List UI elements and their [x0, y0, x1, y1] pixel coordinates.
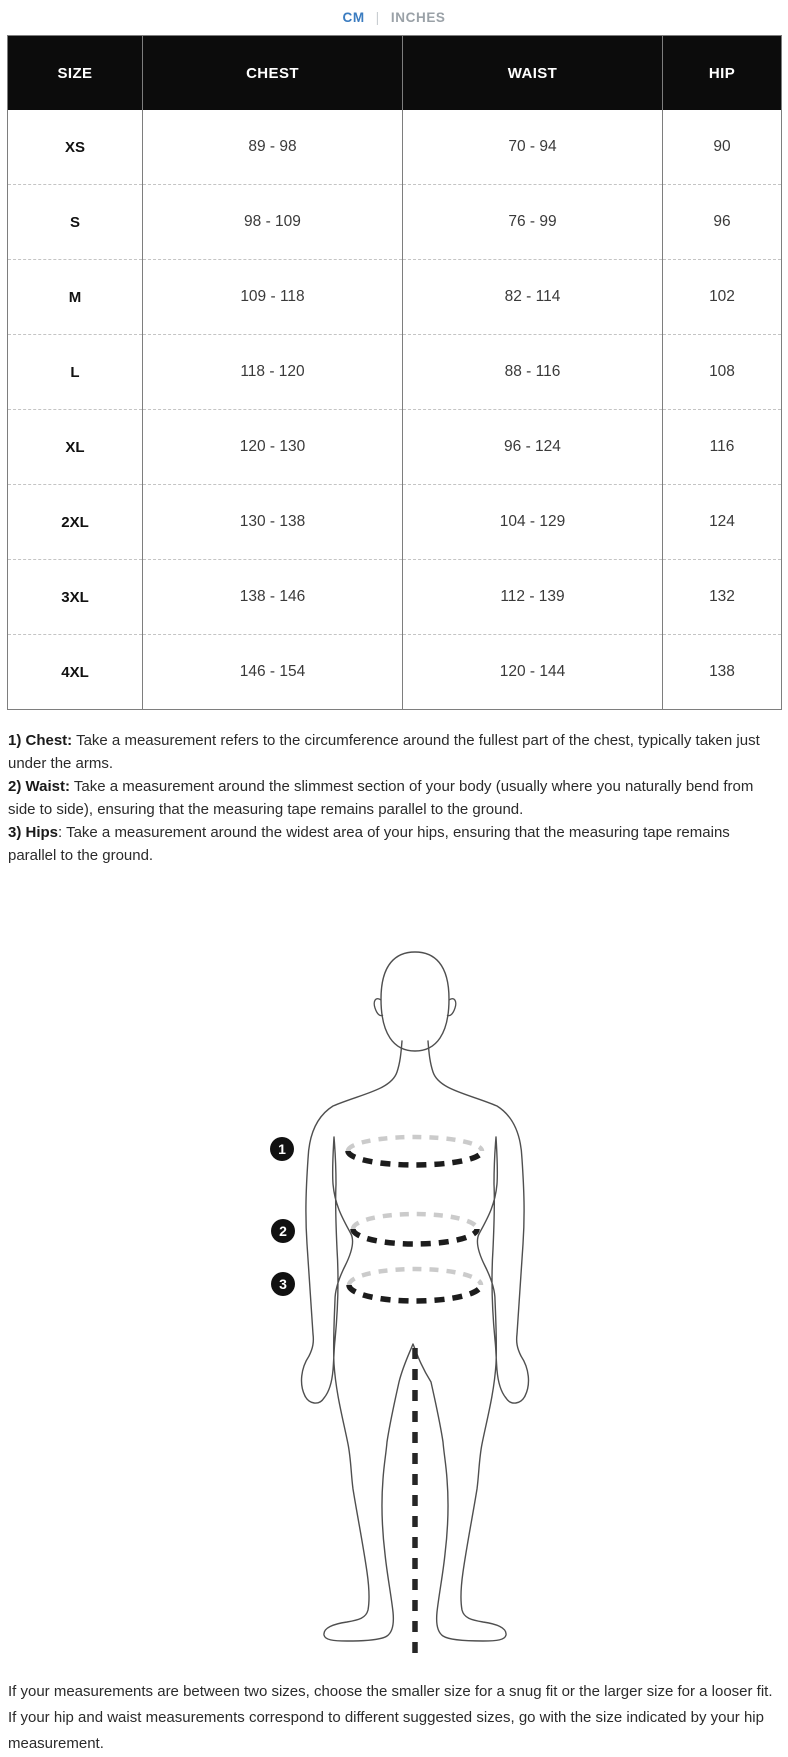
chest-cell: 146 - 154	[143, 635, 403, 710]
table-row	[8, 110, 782, 185]
hip-cell: 102	[663, 260, 782, 335]
table-row	[8, 485, 782, 560]
hip-cell: 116	[663, 410, 782, 485]
waist-cell: 104 - 129	[403, 485, 663, 560]
hip-cell: 138	[663, 635, 782, 710]
chest-cell: 89 - 98	[143, 110, 403, 185]
chest-cell: 120 - 130	[143, 410, 403, 485]
body-measurement-figure	[0, 867, 788, 1677]
marker-chest: 1	[270, 1137, 294, 1161]
instruction-waist: 2) Waist: Take a measurement around the slimmest section of your body (usually where you naturally bend from side to side), ensuring that the measuring tape remains parallel to the ground.	[8, 778, 754, 818]
column-header-hip: HIP	[663, 36, 782, 111]
size-cell: XL	[8, 410, 143, 485]
instruction-hips: 3) Hips: Take a measurement around the widest area of your hips, ensuring that the measuring tape remains parallel to the ground.	[8, 824, 730, 864]
hip-cell: 96	[663, 185, 782, 260]
fit-advice-note: If your measurements are between two sizes, choose the smaller size for a snug fit or the larger size for a looser fit. If your hip and waist measurements correspond to different suggested sizes, go with the size indicated by your hip measurement.	[8, 1683, 773, 1752]
tab-divider: |	[375, 9, 380, 25]
size-cell: XS	[64, 138, 85, 156]
chest-cell: 138 - 146	[143, 560, 403, 635]
hip-cell: 132	[663, 560, 782, 635]
waist-band-back	[353, 1214, 477, 1229]
tab-cm[interactable]: CM	[342, 9, 365, 25]
instruction-chest: 1) Chest: Take a measurement refers to the circumference around the fullest part of the chest, typically taken just under the arms.	[8, 732, 760, 772]
waist-cell: 120 - 144	[403, 635, 663, 710]
size-cell: 4XL	[8, 635, 143, 710]
hip-cell: 90	[663, 110, 782, 185]
chest-cell: 118 - 120	[143, 335, 403, 410]
waist-cell: 70 - 94	[403, 110, 663, 185]
table-row	[8, 185, 782, 260]
size-cell: 3XL	[8, 560, 143, 635]
table-row	[8, 260, 782, 335]
table-row	[8, 560, 782, 635]
chest-cell: 109 - 118	[143, 260, 403, 335]
body-outline-icon	[229, 944, 601, 1674]
table-row	[8, 410, 782, 485]
chest-band-back	[348, 1137, 482, 1151]
waist-band-front	[353, 1229, 477, 1244]
size-cell: 2XL	[8, 485, 143, 560]
table-row	[8, 335, 782, 410]
tab-inches[interactable]: INCHES	[390, 9, 446, 25]
hip-cell: 124	[663, 485, 782, 560]
waist-cell: 82 - 114	[403, 260, 663, 335]
hip-cell: 108	[663, 335, 782, 410]
size-cell: S	[8, 185, 143, 260]
table-row	[8, 635, 782, 710]
waist-cell: 88 - 116	[403, 335, 663, 410]
marker-waist: 2	[271, 1219, 295, 1243]
size-cell: M	[8, 260, 143, 335]
unit-toggle	[0, 0, 788, 25]
column-header-chest: CHEST	[143, 36, 403, 111]
table-header-row	[8, 36, 782, 111]
waist-cell: 76 - 99	[403, 185, 663, 260]
column-header-size: SIZE	[8, 36, 143, 111]
marker-hips: 3	[271, 1272, 295, 1296]
column-header-waist: WAIST	[403, 36, 663, 111]
size-chart-table	[7, 35, 782, 710]
chest-band-front	[348, 1151, 482, 1165]
hip-band-back	[349, 1269, 481, 1285]
waist-cell: 112 - 139	[403, 560, 663, 635]
size-cell: L	[8, 335, 143, 410]
measurement-instructions	[8, 729, 780, 867]
waist-cell: 96 - 124	[403, 410, 663, 485]
chest-cell: 98 - 109	[143, 185, 403, 260]
hip-band-front	[349, 1285, 481, 1301]
chest-cell: 130 - 138	[143, 485, 403, 560]
